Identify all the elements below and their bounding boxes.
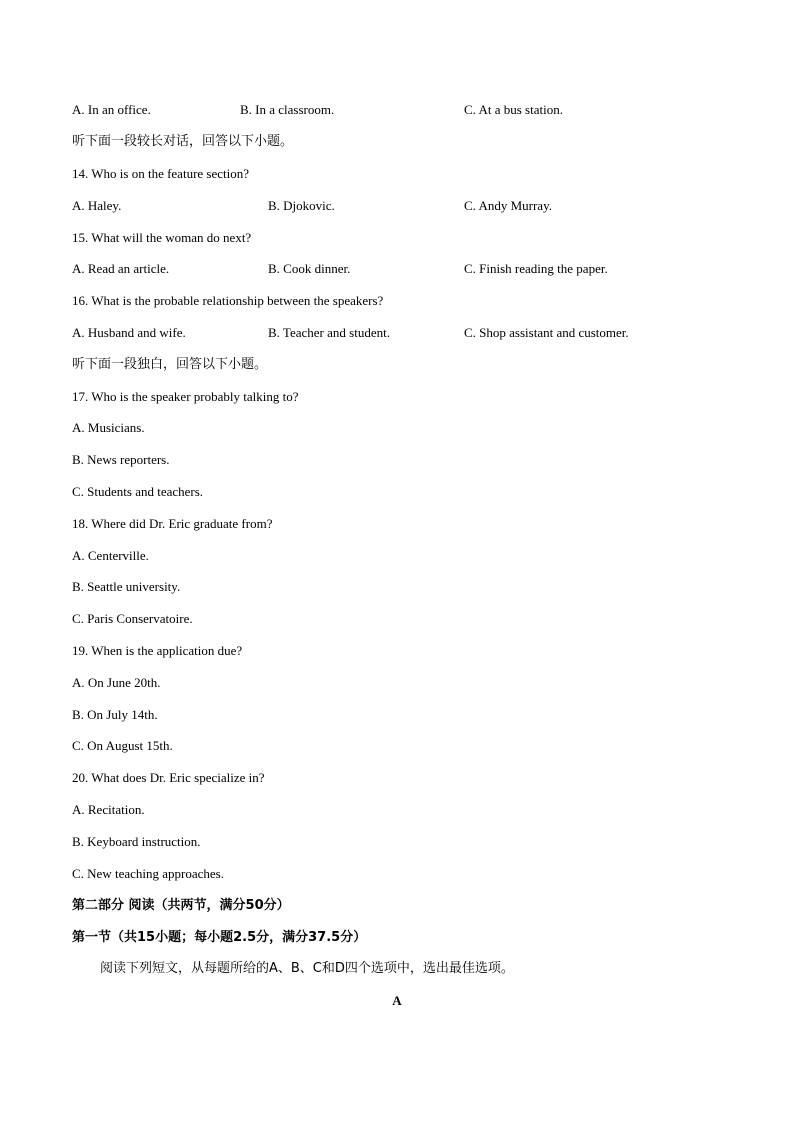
q15-option-a: A. Read an article. — [72, 261, 170, 276]
q18-option-b: B. Seattle university. — [72, 579, 181, 594]
q14-option-c: C. Andy Murray. — [464, 198, 552, 213]
q15-question: 15. What will the woman do next? — [72, 230, 252, 245]
q18-question: 18. Where did Dr. Eric graduate from? — [72, 516, 273, 531]
q16-question: 16. What is the probable relationship between the speakers? — [72, 293, 384, 308]
q15-option-b: B. Cook dinner. — [268, 261, 351, 276]
q19-question: 19. When is the application due? — [72, 643, 243, 658]
q19-option-b: B. On July 14th. — [72, 707, 158, 722]
reading-instruction: 阅读下列短文，从每题所给的A、B、C和D四个选项中，选出最佳选项。 — [100, 961, 514, 976]
section1-heading: 第一节（共15小题；每小题2.5分，满分37.5分） — [72, 930, 367, 945]
q19-option-c: C. On August 15th. — [72, 738, 173, 753]
q13-option-b: B. In a classroom. — [240, 102, 335, 117]
q14-question: 14. Who is on the feature section? — [72, 166, 250, 181]
q20-question: 20. What does Dr. Eric specialize in? — [72, 770, 265, 785]
dialog-intro: 听下面一段较长对话，回答以下小题。 — [72, 134, 294, 149]
q20-option-c: C. New teaching approaches. — [72, 866, 224, 881]
part2-heading: 第二部分 阅读（共两节，满分50分） — [72, 898, 290, 913]
q14-option-a: A. Haley. — [72, 198, 122, 213]
q16-option-a: A. Husband and wife. — [72, 325, 186, 340]
q13-option-a: A. In an office. — [72, 102, 151, 117]
q19-option-a: A. On June 20th. — [72, 675, 161, 690]
q14-option-b: B. Djokovic. — [268, 198, 335, 213]
q16-option-c: C. Shop assistant and customer. — [464, 325, 629, 340]
q18-option-c: C. Paris Conservatoire. — [72, 611, 193, 626]
q17-option-b: B. News reporters. — [72, 452, 170, 467]
q16-option-b: B. Teacher and student. — [268, 325, 390, 340]
q13-option-c: C. At a bus station. — [464, 102, 563, 117]
q20-option-b: B. Keyboard instruction. — [72, 834, 201, 849]
passage-label: A — [392, 993, 402, 1008]
q17-option-a: A. Musicians. — [72, 420, 145, 435]
monologue-intro: 听下面一段独白，回答以下小题。 — [72, 357, 268, 372]
q17-option-c: C. Students and teachers. — [72, 484, 204, 499]
q15-option-c: C. Finish reading the paper. — [464, 261, 608, 276]
q20-option-a: A. Recitation. — [72, 802, 145, 817]
q18-option-a: A. Centerville. — [72, 548, 149, 563]
q17-question: 17. Who is the speaker probably talking to? — [72, 389, 299, 404]
